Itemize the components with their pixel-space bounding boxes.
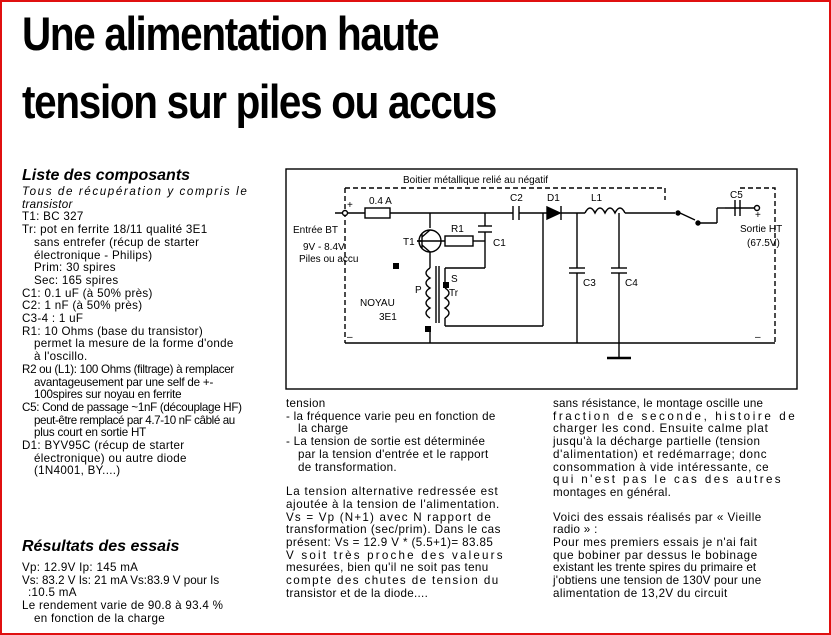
components-line: R2 ou (L1): 100 Ohms (filtrage) à remplacer [22,362,234,376]
page-title-line1: Une alimentation haute [22,7,439,60]
l1-label: L1 [591,193,603,204]
middle-paragraph-line: transistor et de la diode.... [286,586,429,600]
middle-line: - la fréquence varie peu en fonction de [286,409,496,423]
output-voltage-label: (67.5V) [747,238,780,249]
tr-label: Tr [449,288,459,299]
middle-line: de transformation. [298,460,397,474]
core-label-1: NOYAU [360,298,395,309]
results-line: :10.5 mA [28,586,77,600]
middle-paragraph-line: compte des chutes de tension du [286,574,500,588]
components-line: R1: 10 Ohms (base du transistor) [22,324,203,338]
middle-paragraph-line: mesurées, bien qu'il ne soit pas tenu [286,561,489,575]
core-label-2: 3E1 [379,312,397,323]
r1-symbol [445,236,473,246]
input-label: Entrée BT [293,225,339,236]
c4-label: C4 [625,278,638,289]
s-label: S [451,274,458,285]
right-column [553,398,805,601]
middle-paragraph-line: transformation (sec/prim). Dans le cas [286,523,501,537]
page-title-line2: tension sur piles ou accus [22,75,497,128]
c2-label: C2 [510,193,523,204]
middle-paragraph-line: Vs = Vp (N+1) avec N rapport de [286,510,493,524]
right-line: Pour mes premiers essais je n'ai fait [553,536,758,550]
components-line: Prim: 30 spires [34,261,116,275]
components-line: C5: Cond de passage ~1nF (découplage HF) [22,400,242,414]
results-list [22,562,272,626]
diagram-frame [286,169,797,389]
box-label: Boitier métallique relié au négatif [403,175,549,186]
input-source-label: Piles ou accu [299,254,359,265]
components-line: sans entrefer (récup de starter [34,235,200,249]
components-line: Sec: 165 spires [34,273,119,287]
components-list [22,186,272,478]
components-heading: Liste des composants [22,167,191,184]
components-line: 100spires sur noyau en ferrite [34,388,182,402]
components-line: C3-4 : 1 uF [22,312,84,326]
middle-line: - La tension de sortie est déterminée [286,435,486,449]
components-line: électronique - Philips) [34,248,153,262]
components-line: électronique) ou autre diode [34,451,187,465]
middle-paragraph-line: présent: Vs = 12.9 V * (5.5+1)= 83.85 [286,536,494,550]
right-line: radio » : [553,523,598,537]
fuse-label: 0.4 A [369,196,392,207]
right-line: charger les cond. Ensuite calme plat [553,422,769,436]
right-line: jusqu'à la décharge partielle (tension [553,435,761,449]
middle-column [286,398,536,601]
c5-label: C5 [730,190,743,201]
components-line: C1: 0.1 uF (à 50% près) [22,286,153,300]
right-line: existant les trente spires du primaire et [553,561,757,575]
right-line: Voici des essais réalisés par « Vieille [553,510,762,524]
results-line: Vp: 12.9V Ip: 145 mA [22,561,139,574]
c1-label: C1 [493,238,506,249]
middle-paragraph-line: La tension alternative redressée est [286,485,499,499]
plus-sign-input: + [347,200,353,211]
middle-paragraph-line: V soit très proche des valeurs [286,548,505,562]
components-line: Tr: pot en ferrite 18/11 qualité 3E1 [22,223,208,237]
minus-sign-output: – [755,332,761,343]
box-dashed-line [345,188,665,200]
circuit-diagram [285,168,798,390]
d1-label: D1 [547,193,560,204]
right-line: alimentation de 13,2V du circuit [553,586,728,600]
r1-label: R1 [451,224,464,235]
results-heading: Résultats des essais [22,538,180,555]
middle-line: par la tension d'entrée et le rapport [298,447,489,461]
right-line: que bobiner par dessus le bobinage [553,548,758,562]
right-line: montages en général. [553,485,672,499]
output-label: Sortie HT [740,224,783,235]
right-line: consommation à vide intéressante, ce [553,460,770,474]
middle-line: la charge [298,422,349,436]
right-line: d'alimentation) et redémarrage; donc [553,447,768,461]
components-line: (1N4001, BY....) [34,464,121,478]
components-line: D1: BYV95C (récup de starter [22,439,185,453]
components-line: permet la mesure de la forme d'onde [34,337,234,351]
input-voltage-label: 9V - 8.4V [303,242,345,253]
components-line: transistor [22,197,73,211]
right-line: qui n'est pas le cas des autres [553,473,783,487]
right-line: fraction de seconde, histoire de [553,409,798,423]
results-line: Le rendement varie de 90.8 à 93.4 % [22,599,224,613]
components-line: peut-être remplacé par 4.7-10 nF câblé au [34,413,235,427]
minus-sign-input: – [347,332,353,343]
components-line: Tous de récupération y compris le [22,185,249,198]
results-line: Vs: 83.2 V Is: 21 mA Vs:83.9 V pour Is [22,573,220,587]
t1-label: T1 [403,237,415,248]
components-line: avantageusement par une self de +- [34,375,214,389]
middle-paragraph-line: ajoutée à la tension de l'alimentation. [286,497,500,511]
middle-line: tension [286,397,326,410]
right-line: j'obtiens une tension de 130V pour une [553,574,762,588]
components-line: T1: BC 327 [22,210,84,224]
components-line: plus court en sortie HT [34,426,147,440]
p-label: P [415,285,422,296]
right-line: sans résistance, le montage oscille une [553,397,764,410]
components-line: C2: 1 nF (à 50% près) [22,299,143,313]
results-line: en fonction de la charge [34,611,165,625]
c3-label: C3 [583,278,596,289]
plus-sign-output: + [755,210,761,221]
components-line: à l'oscillo. [34,350,88,364]
fuse-symbol [365,208,390,218]
